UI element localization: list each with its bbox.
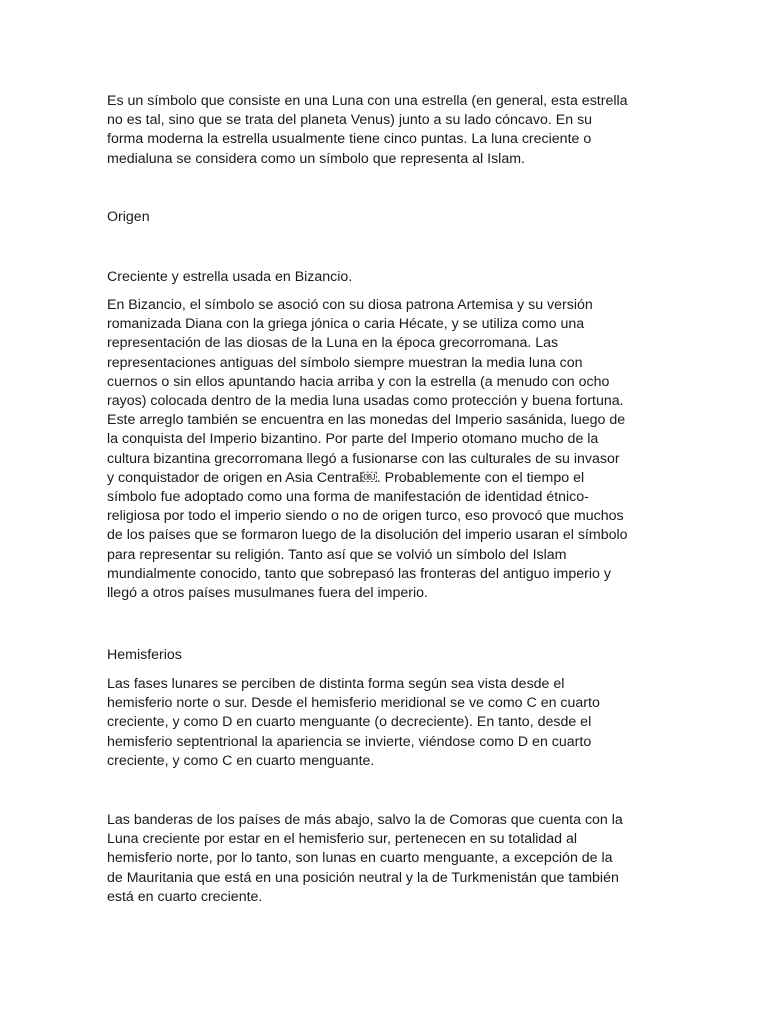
intro-paragraph: Es un símbolo que consiste en una Luna con una estrella (en general, esta estrella no es tal, sino que se trata del planeta Venus) junto a su lado cóncavo. En su forma moderna la estrella usualmente tiene cinco puntas. La luna creciente o medialuna se considera como un símbolo que representa al Islam. [107, 93, 628, 167]
hemisferios-paragraph: Las fases lunares se perciben de distinta forma según sea vista desde el hemisferio norte o sur. Desde el hemisferio meridional se ve como C en cuarto creciente, y como D en cuarto menguante (o decreciente). En tanto, desde el hemisferio septentrional la apariencia se invierte, viéndose como D en cuarto creciente, y como C en cuarto menguante. [107, 676, 600, 769]
subheading-bizancio: Creciente y estrella usada en Bizancio. [107, 269, 353, 285]
banderas-paragraph: Las banderas de los países de más abajo, salvo la de Comoras que cuenta con la Luna creciente por estar en el hemisferio sur, pertenecen en su totalidad al hemisferio norte, por lo tanto, son lunas en cuarto menguante, a excepción de la de Mauritania que está en una posición neutral y la de Turkmenistán que también está en cuarto creciente. [107, 812, 623, 905]
section-heading-hemisferios: Hemisferios [107, 647, 182, 663]
section-heading-origen: Origen [107, 209, 150, 225]
bizancio-paragraph: En Bizancio, el símbolo se asoció con su diosa patrona Artemisa y su versión romanizada Diana con la griega jónica o caria Hécate, y se utiliza como una representación de las diosas de la Luna en la época grecorromana. Las representaciones antiguas del símbolo siempre muestran la media luna con cuernos o sin ellos apuntando hacia arriba y con la estrella (a menudo con ocho rayos) colocada dentro de la media luna usadas como protección y buena fortuna. Este arreglo también se encuentra en las monedas del Imperio sasánida, luego de la conquista del Imperio bizantino. Por parte del Imperio otomano mucho de la cultura bizantina grecorromana llegó a fusionarse con las culturales de su invasor y conquistador de origen en Asia Central￼. Probablemente con el tiempo el símbolo fue adoptado como una forma de manifestación de identidad étnico- religiosa por todo el imperio siendo o no de origen turco, eso provocó que muchos de los países que se formaron luego de la disolución del imperio usaran el símbolo para representar su religión. Tanto así que se volvió un símbolo del Islam mundialmente conocido, tanto que sobrepasó las fronteras del antiguo imperio y llegó a otros países musulmanes fuera del imperio. [107, 297, 628, 602]
